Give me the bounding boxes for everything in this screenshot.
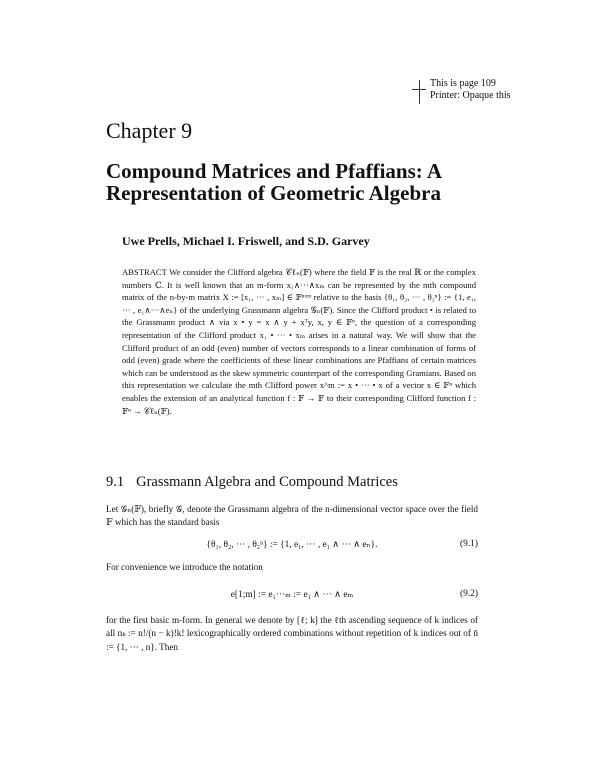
section-heading bbox=[106, 474, 398, 491]
printer-line: Printer: Opaque this bbox=[430, 90, 511, 101]
paragraph: Let 𝒢ₙ(𝔽), briefly 𝒢, denote the Grassmann algebra of the n-dimensional vector space over the field 𝔽 which has the standard basis bbox=[106, 504, 478, 528]
paragraph: For convenience we introduce the notation bbox=[106, 562, 263, 572]
paragraph: for the first basic m-form. In general we denote by [ℓ; k] the ℓth ascending sequence of k indices of all nₖ := n!/(n − k)!k! lexicographically ordered combinations without repetition of k indices out of n̄ := {1, ··· , n}. Then bbox=[106, 615, 478, 652]
authors: Uwe Prells, Michael I. Friswell, and S.D. Garvey bbox=[122, 234, 370, 248]
section-number: 9.1 bbox=[106, 474, 125, 490]
equation-number: (9.2) bbox=[460, 589, 478, 599]
equation-number: (9.1) bbox=[460, 539, 478, 549]
chapter-label: Chapter 9 bbox=[106, 118, 193, 143]
printer-header bbox=[430, 78, 511, 102]
equation-body: e[1;m] := e₁···ₘ := e₁ ∧ ··· ∧ eₘ bbox=[230, 590, 354, 600]
abstract: ABSTRACT We consider the Clifford algebra 𝒞ℓₙ(𝔽) where the field 𝔽 is the real ℝ or the complex numbers ℂ. It is well known that an m-form x₁∧···∧xₘ can be represented by the mth compound matrix of the n-by-m matrix X := [x₁, ··· , xₘ] ∈ 𝔽ⁿˣᵐ relative to the basis {θ₁, θ₂, ··· , θ₂ⁿ} := {1, e₁, ··· , e₁∧···∧eₙ} of the underlying Grassmann algebra 𝒢ₙ(𝔽). Since the Clifford product • is related to the Grassmann product ∧ via x • y = x ∧ y + xᵀy, x, y ∈ 𝔽ⁿ, the question of a corresponding representation of the Clifford product x₁ • ··· • xₘ arises in a natural way. We will show that the Clifford product of an odd (even) number of vectors corresponds to a linear combination of forms of odd (even) grade where the coefficients of these linear combinations are Pfaffians of certain matrices which can be understood as the skew symmetric counterpart of the corresponding Gramians. Based on this representation we calculate the mth Clifford power x^m := x • ··· • x of a vector x ∈ 𝔽ⁿ which enables the extension of an analytical function f : 𝔽 → 𝔽 to their corresponding Clifford function f : 𝔽ⁿ → 𝒞ℓₙ(𝔽). bbox=[122, 267, 476, 416]
page-number-line: This is page 109 bbox=[430, 78, 496, 89]
crop-mark-vertical bbox=[419, 80, 420, 104]
section-title: Grassmann Algebra and Compound Matrices bbox=[136, 474, 398, 490]
equation-body: {θ₁, θ₂, ··· , θ₂ⁿ} := {1, e₁, ··· , e₁ ∧ ··· ∧ eₙ}. bbox=[206, 540, 378, 550]
chapter-title: Compound Matrices and Pfaffians: A Representation of Geometric Algebra bbox=[106, 159, 441, 205]
